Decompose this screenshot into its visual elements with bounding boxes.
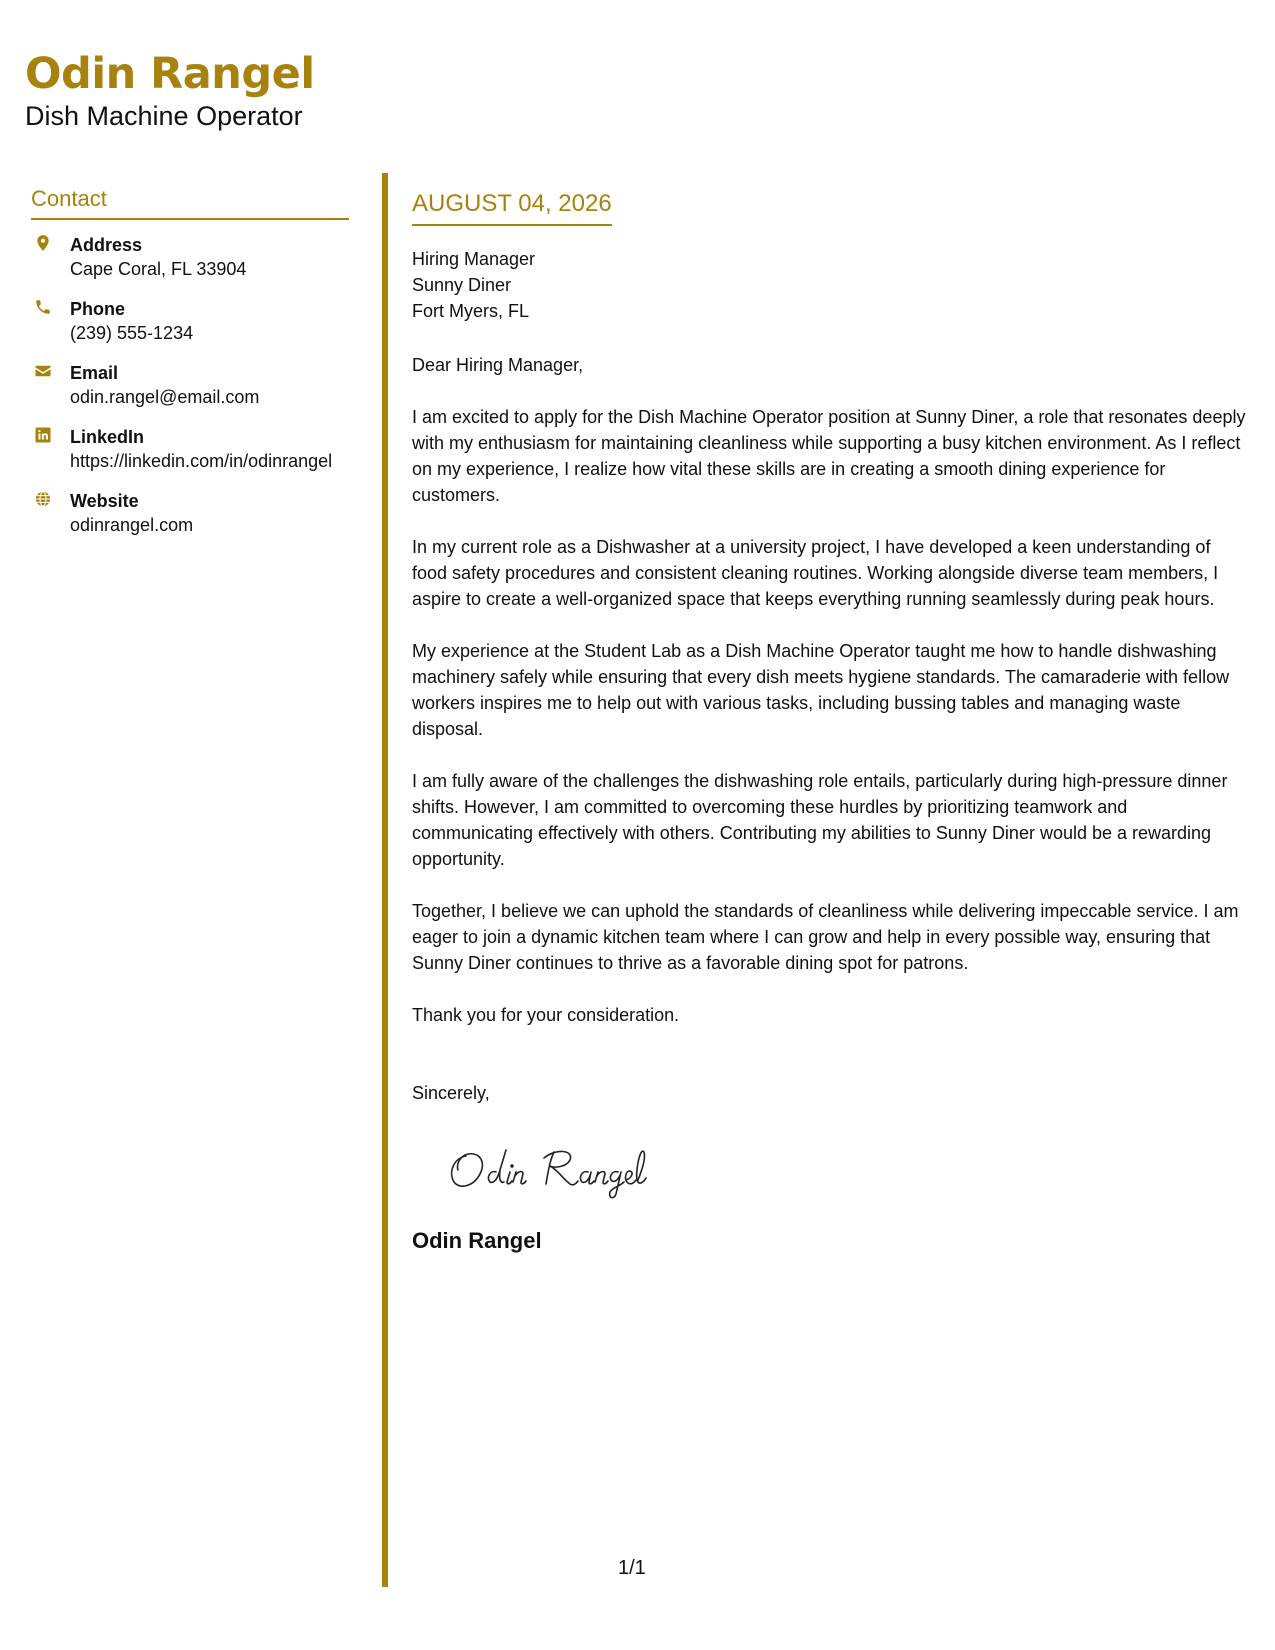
contact-item-website bbox=[31, 489, 349, 538]
contact-list bbox=[31, 233, 349, 538]
signoff: Sincerely, bbox=[412, 1083, 490, 1103]
recipient-block bbox=[412, 246, 1247, 324]
address-value: Cape Coral, FL 33904 bbox=[70, 259, 247, 279]
applicant-name: Odin Rangel bbox=[25, 49, 315, 99]
body-paragraph: I am fully aware of the challenges the dishwashing role entails, particularly during high-pressure dinner shifts. However, I am committed to overcoming these hurdles by prioritizing teamwork and communicating effectively with others. Contributing my abilities to Sunny Diner would be a rewarding opportunity. bbox=[412, 771, 1228, 869]
body-paragraph: My experience at the Student Lab as a Dish Machine Operator taught me how to handle dishwashing machinery safely while ensuring that every dish meets hygiene standards. The camaraderie with fellow workers inspires me to help out with various tasks, including bussing tables and managing waste disposal. bbox=[412, 641, 1230, 739]
website-link[interactable]: odinrangel.com bbox=[70, 515, 194, 535]
salutation: Dear Hiring Manager, bbox=[412, 355, 584, 375]
map-marker-icon bbox=[34, 234, 52, 252]
contact-label: LinkedIn bbox=[70, 427, 145, 447]
recipient-line: Hiring Manager bbox=[412, 249, 536, 269]
contact-item-linkedin bbox=[31, 425, 349, 474]
contact-item-phone bbox=[31, 297, 349, 346]
handwritten-signature bbox=[444, 1134, 654, 1204]
vertical-divider bbox=[382, 173, 388, 1587]
contact-item-address bbox=[31, 233, 349, 282]
recipient-line: Sunny Diner bbox=[412, 275, 512, 295]
body-paragraph: I am excited to apply for the Dish Machine Operator position at Sunny Diner, a role that resonates deeply with my enthusiasm for maintaining cleanliness while supporting a busy kitchen environment. As I reflect on my experience, I realize how vital these skills are in creating a smooth dining experience for customers. bbox=[412, 407, 1246, 505]
contact-label: Website bbox=[70, 491, 139, 511]
job-title: Dish Machine Operator bbox=[25, 101, 303, 131]
phone-value: (239) 555-1234 bbox=[70, 323, 194, 343]
contact-item-email bbox=[31, 361, 349, 410]
contact-label: Phone bbox=[70, 299, 126, 319]
globe-icon bbox=[34, 490, 52, 508]
page-number: 1/1 bbox=[618, 1557, 646, 1579]
envelope-icon bbox=[34, 362, 52, 380]
recipient-line: Fort Myers, FL bbox=[412, 301, 530, 321]
signer-name: Odin Rangel bbox=[412, 1228, 542, 1253]
closing-line: Thank you for your consideration. bbox=[412, 1005, 680, 1025]
email-link[interactable]: odin.rangel@email.com bbox=[70, 387, 260, 407]
phone-icon bbox=[34, 298, 52, 316]
body-paragraph: Together, I believe we can uphold the standards of cleanliness while delivering impeccable service. I am eager to join a dynamic kitchen team where I can grow and help in every possible way, ensuring that Sunny Diner continues to thrive as a favorable dining spot for patrons. bbox=[412, 901, 1239, 973]
letter-body bbox=[412, 190, 1247, 1255]
contact-heading: Contact bbox=[31, 186, 349, 220]
contact-label: Address bbox=[70, 235, 143, 255]
linkedin-icon bbox=[34, 426, 52, 444]
resume-header bbox=[25, 48, 315, 132]
body-paragraph: In my current role as a Dishwasher at a university project, I have developed a keen understanding of food safety procedures and consistent cleaning routines. Working alongside diverse team members, I aspire to create a well-organized space that keeps everything running seamlessly during peak hours. bbox=[412, 537, 1219, 609]
contact-sidebar bbox=[31, 186, 349, 553]
linkedin-link[interactable]: https://linkedin.com/in/odinrangel bbox=[70, 451, 333, 471]
letter-date: AUGUST 04, 2026 bbox=[412, 190, 612, 226]
contact-label: Email bbox=[70, 363, 119, 383]
